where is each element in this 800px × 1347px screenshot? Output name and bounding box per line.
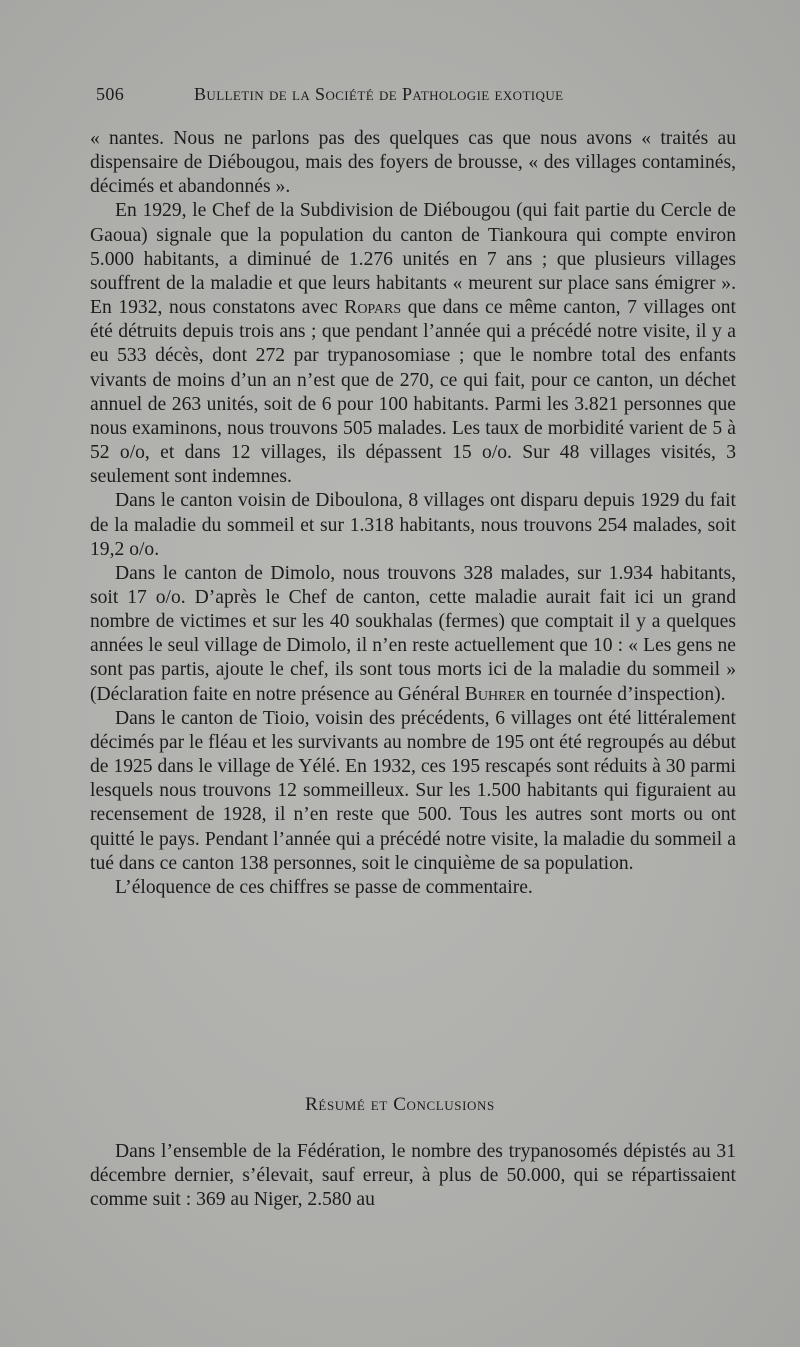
paragraph-tiankoura	[90, 199, 736, 489]
paragraph-federation: Dans l’ensemble de la Fédération, le nombre des trypanosomés dépistés au 31 décembre dernier, s’élevait, sauf erreur, à plus de 50.000, qui se répartissaient comme suit : 369 au Niger, 2.580 au	[90, 1141, 736, 1211]
page-number: 506	[96, 84, 125, 104]
paragraph-text: En 1929, le Chef de la Subdivision de Diébougou (qui fait partie du Cercle de Gaoua) signale que la population du canton de Tiankoura qui compte environ 5.000 habitants, a diminué de 1.276 unités en 7 ans ; que plusieurs villages souffrent de la maladie et que leurs habitants « meurent sur place sans émigrer ». En 1932, nous constatons avec	[90, 200, 736, 319]
paragraph-text: que dans ce même canton, 7 villages ont été détruits depuis trois ans ; que pendant l’année qui a précédé notre visite, il y a eu 533 décès, dont 272 par trypanosomiase ; que le nombre total des enfants vivants de moins d’un an n’est que de 270, ce qui fait, pour ce canton, un déchet annuel de 263 unités, soit de 6 pour 100 habitants. Parmi les 3.821 personnes que nous examinons, nous trouvons 505 malades. Les taux de morbidité varient de 5 à 52 o/o, et dans 12 villages, ils dépassent 15 o/o. Sur 48 villages visités, 3 seulement sont indemnes.	[90, 297, 736, 488]
conclusion-text	[90, 1140, 736, 1212]
page-header	[96, 84, 736, 108]
paragraph-diboulona: Dans le canton voisin de Diboulona, 8 villages ont disparu depuis 1929 du fait de la maladie du sommeil et sur 1.318 habitants, nous trouvons 254 malades, soit 19,2 o/o.	[90, 490, 736, 560]
paragraph-text: en tournée d’inspection).	[530, 683, 726, 705]
running-title: Bulletin de la Société de Pathologie exotique	[194, 84, 564, 104]
paragraph-quote-continuation: « nantes. Nous ne parlons pas des quelques cas que nous avons « traités au dispensaire de Diébougou, mais des foyers de brousse, « des villages contaminés, décimés et abandonnés ».	[90, 128, 736, 198]
author-name: Ropars	[344, 297, 402, 319]
paragraph-text: Dans le canton de Dimolo, nous trouvons 328 malades, sur 1.934 habitants, soit 17 o/o. D’après le Chef de canton, cette maladie aurait fait ici un grand nombre de victimes et sur les 40 soukhalas (fermes) que comptait il y a quelques années le seul village de Dimolo, il n’en reste actuellement que 10 : « Les gens ne sont pas partis, ajoute le chef, ils sont tous morts ici de la maladie du sommeil » (Déclaration faite en notre présence au Général	[90, 562, 736, 705]
paragraph-eloquence: L’éloquence de ces chiffres se passe de commentaire.	[115, 876, 533, 898]
body-text	[90, 127, 736, 900]
paragraph-dimolo	[90, 562, 736, 707]
general-name: Buhrer	[464, 683, 526, 705]
section-heading: Résumé et Conclusions	[305, 1094, 495, 1115]
paragraph-tioio: Dans le canton de Tioio, voisin des précédents, 6 villages ont été littéralement décimés par le fléau et les survivants au nombre de 195 ont été regroupés au début de 1925 dans le village de Yélé. En 1932, ces 195 rescapés sont réduits à 30 parmi lesquels nous trouvons 12 sommeilleux. Sur les 1.500 habitants qui figuraient au recensement de 1928, il n’en reste que 500. Tous les autres sont morts ou ont quitté le pays. Pendant l’année qui a précédé notre visite, la maladie du sommeil a tué dans ce canton 138 personnes, soit le cinquième de sa population.	[90, 707, 736, 874]
